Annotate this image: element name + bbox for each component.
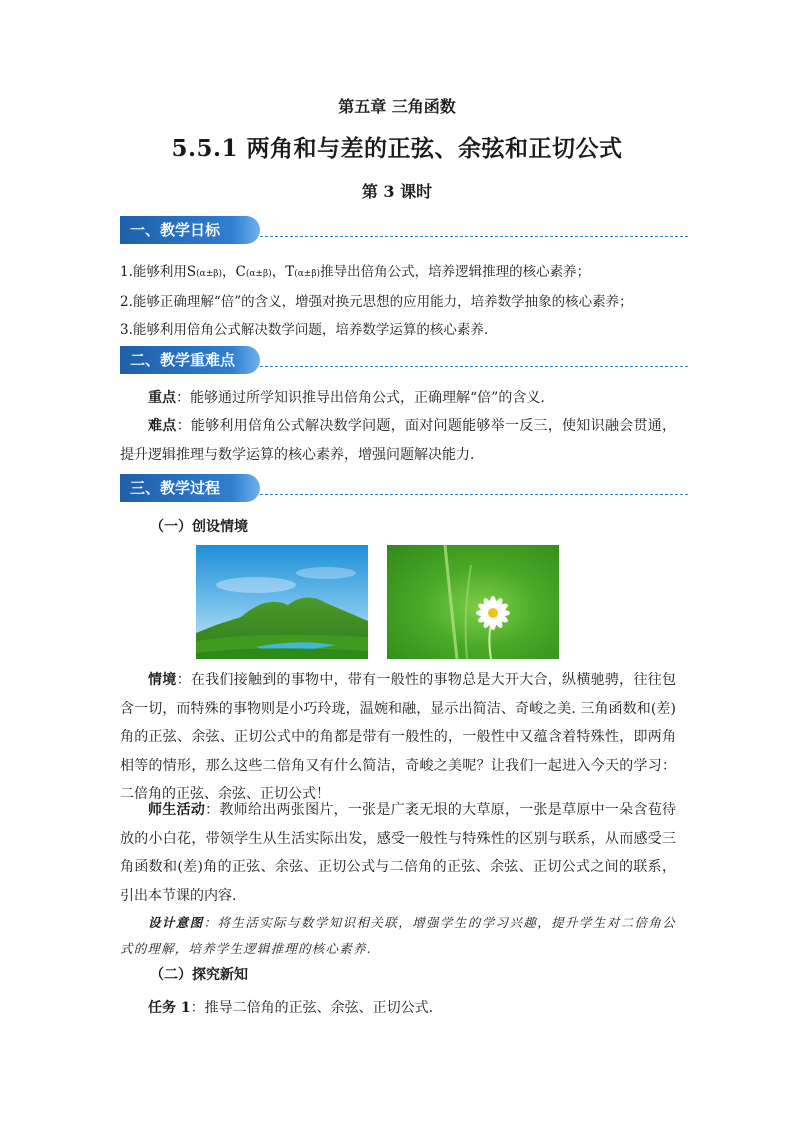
dashed-divider [260, 494, 688, 495]
subsection-explore: （二）探究新知 [150, 967, 248, 983]
dashed-divider [260, 236, 688, 237]
section-header-goals [120, 216, 688, 246]
white-flower-image [387, 545, 559, 659]
chapter-heading: 第五章 三角函数 [338, 97, 456, 116]
goal-item-2: 2.能够正确理解“倍”的含义，增强对换元思想的应用能力，培养数学抽象的核心素养； [120, 294, 633, 310]
goal-item-3: 3.能够利用倍角公式解决数学问题，培养数学运算的核心素养. [120, 322, 489, 338]
grassland-image [196, 545, 368, 659]
lesson-title: 5.5.1 两角和与差的正弦、余弦和正切公式 [171, 135, 623, 162]
difficult-point: 难点：能够利用倍角公式解决数学问题，面对问题能够举一反三，使知识融会贯通，提升逻辑推理与数学运算的核心素养，增强问题解决能力. [120, 418, 677, 463]
section-header-process [120, 474, 688, 504]
situation-paragraph: 情境：在我们接触到的事物中，带有一般性的事物总是大开大合，纵横驰骋，往往包含一切，而特殊的事物则是小巧玲珑，温婉和融，显示出简洁、奇峻之美. 三角函数和(差)角的正弦、余弦、正切公式中的角都是带有一般性的，一般性中又蕴含着特殊性，即两角相等的情形，那么这些二倍角又有什么简洁，奇峻之美呢？让我们一起进入今天的学习：二倍角的正弦、余弦、正切公式！ [120, 672, 677, 803]
key-point: 重点：能够通过所学知识推导出倍角公式，正确理解“倍”的含义. [148, 390, 545, 406]
section-label: 三、教学过程 [130, 479, 221, 497]
section-label: 一、教学日标 [130, 221, 221, 239]
goal-item-1: 1.能够利用S(α±β)，C(α±β)，T(α±β)推导出倍角公式，培养逻辑推理的核心素养； [120, 264, 591, 280]
subsection-create-context: （一）创设情境 [150, 519, 248, 535]
design-intent-paragraph: 设计意图：将生活实际与数学知识相关联，增强学生的学习兴趣，提升学生对二倍角公式的理解，培养学生逻辑推理的核心素养. [120, 915, 676, 956]
task-1: 任务 1：推导二倍角的正弦、余弦、正切公式. [148, 1000, 434, 1016]
goals-list [120, 258, 676, 344]
section-label: 二、教学重难点 [130, 351, 236, 369]
section-header-keypoints [120, 346, 688, 376]
activity-paragraph: 师生活动：教师给出两张图片，一张是广袤无垠的大草原，一张是草原中一朵含苞待放的小白花，带领学生从生活实际出发，感受一般性与特殊性的区别与联系，从而感受三角函数和(差)角的正弦、余弦、正切公式与二倍角的正弦、余弦、正切公式之间的联系，引出本节课的内容. [120, 802, 677, 904]
lesson-number: 第 3 课时 [361, 182, 433, 201]
dashed-divider [260, 366, 688, 367]
